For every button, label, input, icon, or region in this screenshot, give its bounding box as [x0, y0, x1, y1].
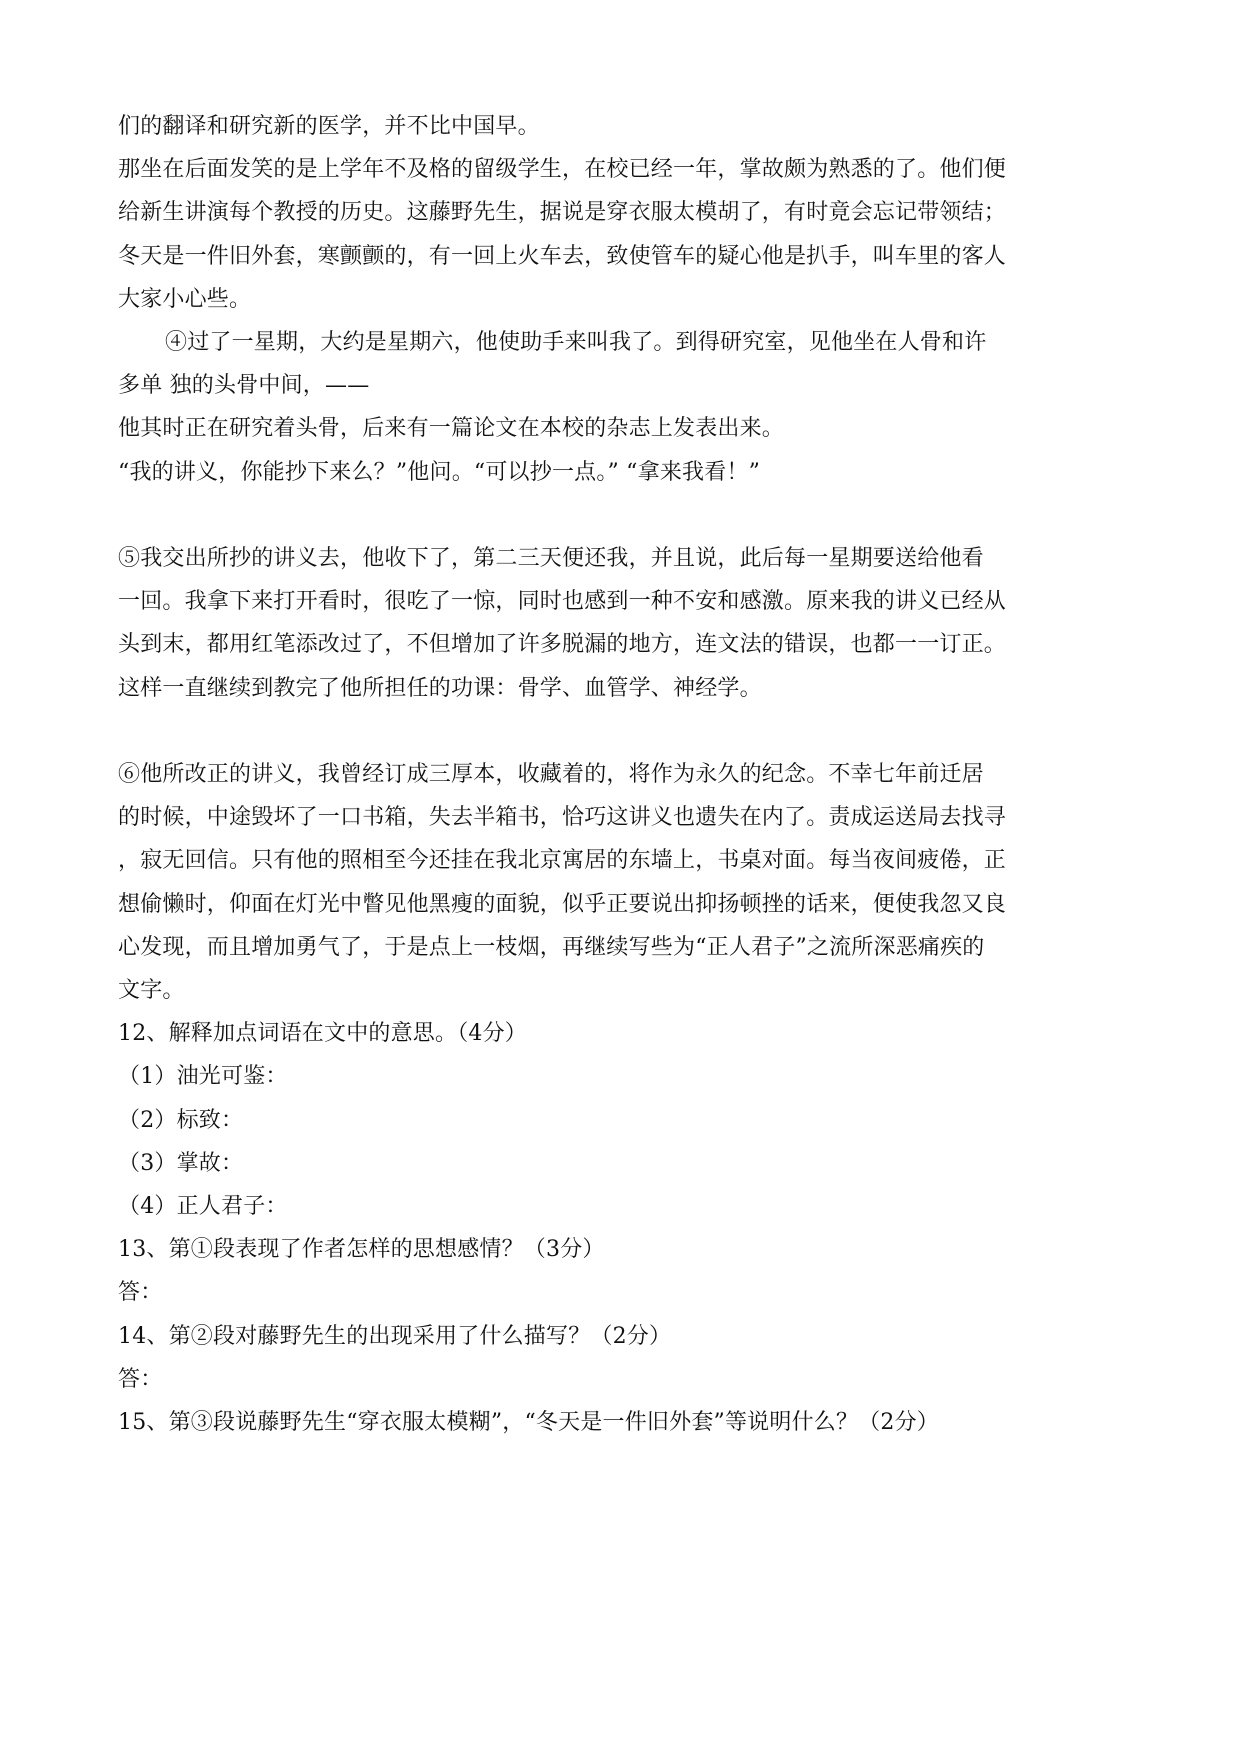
text-line: 大家小心些。	[118, 287, 252, 312]
text-line: 他其时正在研究着头骨，后来有一篇论文在本校的杂志上发表出来。	[118, 416, 785, 441]
question-12: 12、解释加点词语在文中的意思。（4分）	[118, 1021, 527, 1046]
text-line: 心发现，而且增加勇气了，于是点上一枝烟，再继续写些为“正人君子”之流所深恶痛疾的	[118, 935, 985, 960]
paragraph-4-start: ④过了一星期，大约是星期六，他使助手来叫我了。到得研究室，见他坐在人骨和许	[165, 330, 987, 355]
question-15: 15、第③段说藤野先生“穿衣服太模糊”，“冬天是一件旧外套”等说明什么？（2分）	[118, 1410, 939, 1435]
text-line: ，寂无回信。只有他的照相至今还挂在我北京寓居的东墙上，书桌对面。每当夜间疲倦，正	[118, 848, 1007, 873]
paragraph-6-start: ⑥他所改正的讲义，我曾经订成三厚本，收藏着的，将作为永久的纪念。不幸七年前迁居	[118, 762, 984, 787]
question-14: 14、第②段对藤野先生的出现采用了什么描写？（2分）	[118, 1324, 672, 1349]
question-12-item-2: （2）标致：	[118, 1108, 244, 1133]
text-line: 多单 独的头骨中间，——	[118, 373, 370, 398]
answer-label: 答：	[118, 1367, 163, 1392]
question-12-item-4: （4）正人君子：	[118, 1194, 288, 1219]
text-line: 这样一直继续到教完了他所担任的功课：骨学、血管学、神经学。	[118, 676, 762, 701]
text-line: 那坐在后面发笑的是上学年不及格的留级学生，在校已经一年，掌故颇为熟悉的了。他们便	[118, 157, 1007, 182]
paragraph-5-start: ⑤我交出所抄的讲义去，他收下了，第二三天便还我，并且说，此后每一星期要送给他看	[118, 546, 984, 571]
text-line: 冬天是一件旧外套，寒颤颤的，有一回上火车去，致使管车的疑心他是扒手，叫车里的客人	[118, 244, 1007, 269]
text-line: 文字。	[118, 978, 185, 1003]
text-line: 给新生讲演每个教授的历史。这藤野先生，据说是穿衣服太模胡了，有时竟会忘记带领结；	[118, 200, 1007, 225]
text-line: 们的翻译和研究新的医学，并不比中国早。	[118, 114, 540, 139]
text-line: 的时候，中途毁坏了一口书箱，失去半箱书，恰巧这讲义也遗失在内了。责成运送局去找寻	[118, 805, 1007, 830]
question-12-item-3: （3）掌故：	[118, 1151, 244, 1176]
text-line: 想偷懒时，仰面在灯光中瞥见他黑瘦的面貌，似乎正要说出抑扬顿挫的话来，便使我忽又良	[118, 892, 1007, 917]
dialogue-line: “我的讲义，你能抄下来么？”他问。“可以抄一点。” “拿来我看！”	[118, 460, 761, 485]
text-line: 一回。我拿下来打开看时，很吃了一惊，同时也感到一种不安和感激。原来我的讲义已经从	[118, 589, 1007, 614]
question-12-item-1: （1）油光可鉴：	[118, 1064, 288, 1089]
answer-label: 答：	[118, 1280, 163, 1305]
question-13: 13、第①段表现了作者怎样的思想感情？（3分）	[118, 1237, 605, 1262]
text-line: 头到末，都用红笔添改过了，不但增加了许多脱漏的地方，连文法的错误，也都一一订正。	[118, 632, 1007, 657]
